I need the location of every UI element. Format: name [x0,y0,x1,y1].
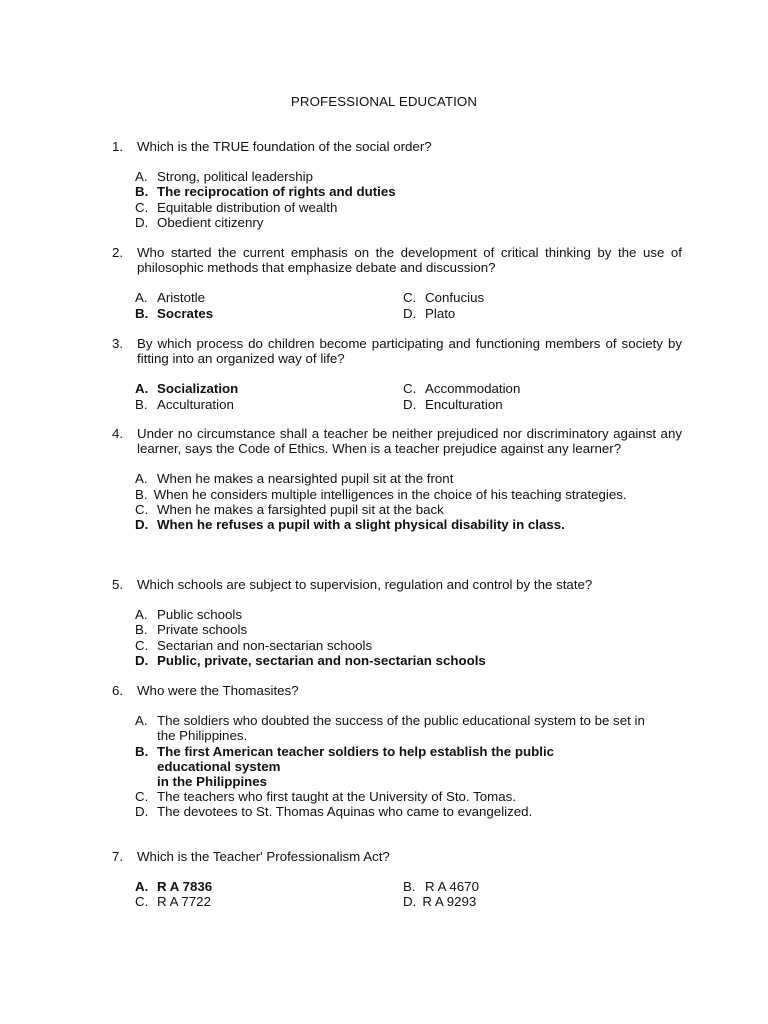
options-list [112,169,682,230]
option-b: B. When he considers multiple intelligences in the choice of his teaching strategies. [135,486,627,502]
option-c: C. The teachers who first taught at the University of Sto. Tomas. [135,789,516,805]
option-d: D. The devotees to St. Thomas Aquinas who came to evangelized. [135,804,533,820]
option-b-correct: B. The first American teacher soldiers to help establish the public educational system in the Philippines [135,743,555,790]
option-b-correct: B. The reciprocation of rights and duties [135,184,396,200]
option-c: C. R A 7722 [135,894,211,910]
question-text: Who started the current emphasis on the development of critical thinking by the use of philosophic methods that emphasize debate and discussion? [137,245,682,276]
question-5 [112,577,682,668]
question-text: Who were the Thomasites? [137,683,299,698]
question-text: Which is the Teacher' Professionalism Act? [137,849,390,864]
question-text: Which schools are subject to supervision, regulation and control by the state? [137,577,593,592]
option-a-correct: A. Socialization [135,381,239,397]
question-number: 6. [112,683,124,698]
question-number: 7. [112,849,124,864]
question-2 [112,245,682,321]
options-list [112,381,682,411]
option-d-correct: D. When he refuses a pupil with a slight physical disability in class. [135,517,565,533]
options-list [112,713,682,819]
question-3 [112,336,682,412]
option-c: C. Accommodation [403,381,521,397]
option-b: B. Acculturation [135,396,234,412]
option-a-correct: A. R A 7836 [135,879,213,895]
question-1 [112,139,682,230]
question-number: 3. [112,336,124,351]
option-a: A. When he makes a nearsighted pupil sit at the front [135,471,454,487]
option-c: C. Equitable distribution of wealth [135,199,338,215]
option-a: A. Public schools [135,607,242,623]
option-c: C. Sectarian and non-sectarian schools [135,637,373,653]
option-b: B. Private schools [135,622,248,638]
option-a: A. Strong, political leadership [135,169,313,185]
option-c: C. When he makes a farsighted pupil sit at the back [135,501,444,517]
option-b-correct: B. Socrates [135,305,214,321]
option-c: C. Confucius [403,290,485,306]
options-list [112,607,682,668]
option-b: B. R A 4670 [403,879,479,895]
question-text: Under no circumstance shall a teacher be neither prejudiced nor discriminatory against any learner, says the Code of Ethics. When is a teacher prejudice against any learner? [137,426,682,457]
question-7 [112,849,682,910]
option-d: D. Obedient citizenry [135,214,264,230]
question-number: 5. [112,577,124,592]
option-d-correct: D. Public, private, sectarian and non-sectarian schools [135,652,486,668]
options-list [112,879,682,909]
option-a: A. Aristotle [135,290,206,306]
question-text: Which is the TRUE foundation of the social order? [137,139,432,154]
question-text: By which process do children become participating and functioning members of society by fitting into an organized way of life? [137,336,682,367]
question-number: 4. [112,426,124,441]
options-list [112,290,682,320]
option-a: A. The soldiers who doubted the success of the public educational system to be set in the Philippines. [135,713,645,744]
question-4 [112,426,682,532]
question-number: 1. [112,139,124,154]
question-6 [112,683,682,820]
page-title: PROFESSIONAL EDUCATION [290,94,478,109]
option-d: D. Enculturation [403,396,503,412]
options-list [112,471,682,532]
question-number: 2. [112,245,124,260]
option-d: D. R A 9293 [403,894,477,910]
option-d: D. Plato [403,305,456,321]
